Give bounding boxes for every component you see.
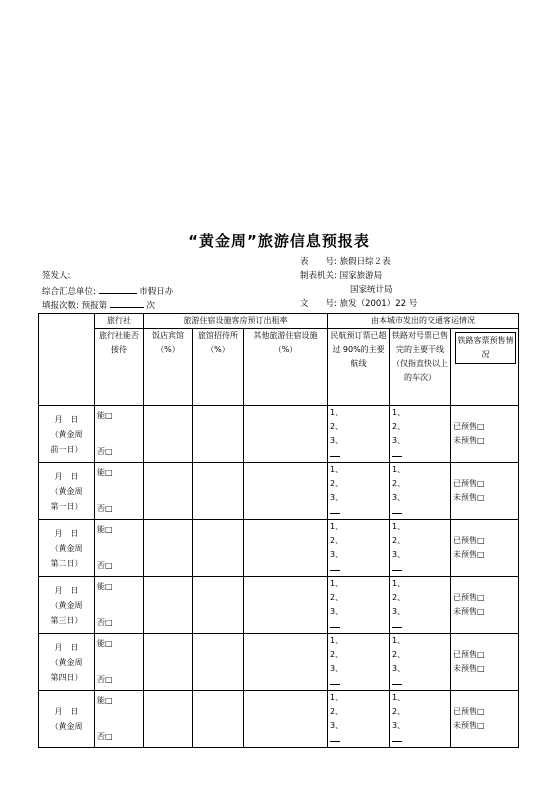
unit-line bbox=[42, 284, 173, 298]
hotel-cell[interactable] bbox=[144, 634, 193, 691]
day-line-3: 第四日） bbox=[50, 672, 83, 682]
subheader-guesthouse: 旅馆招待所（%） bbox=[193, 329, 244, 406]
table-row bbox=[39, 463, 519, 520]
page-title: “黄金周”旅游信息预报表 bbox=[188, 232, 370, 250]
subheader-row bbox=[39, 329, 519, 406]
list-item: 3、 bbox=[392, 721, 406, 730]
not-presold-checkbox[interactable]: 未预售□ bbox=[453, 436, 485, 445]
not-presold-checkbox[interactable]: 未预售□ bbox=[453, 721, 485, 730]
guesthouse-cell[interactable] bbox=[193, 520, 244, 577]
list-item: 1、 bbox=[330, 522, 344, 531]
table-row bbox=[39, 406, 519, 463]
list-item: 2、 bbox=[392, 650, 406, 659]
unit-suffix: 市假日办 bbox=[139, 287, 174, 297]
list-item: 1、 bbox=[392, 522, 406, 531]
corner-cell bbox=[39, 314, 95, 406]
blank-line bbox=[330, 505, 387, 519]
other-cell[interactable] bbox=[244, 463, 328, 520]
air-cell[interactable] bbox=[328, 634, 390, 691]
other-cell[interactable] bbox=[244, 634, 328, 691]
list-item: 2、 bbox=[330, 536, 344, 545]
guesthouse-cell[interactable] bbox=[193, 691, 244, 748]
blank-line bbox=[330, 676, 387, 690]
list-item: 2、 bbox=[330, 650, 344, 659]
air-cell[interactable] bbox=[328, 577, 390, 634]
agency-cell bbox=[95, 463, 144, 520]
hotel-cell[interactable] bbox=[144, 520, 193, 577]
report-suffix: 次 bbox=[146, 301, 155, 311]
can-checkbox[interactable]: 能□ bbox=[97, 696, 113, 705]
header-agency: 旅行社 bbox=[95, 314, 144, 329]
list-item: 1、 bbox=[392, 465, 406, 474]
subheader-air: 民航预订票已超过 90%的主要航线 bbox=[328, 329, 390, 406]
list-item: 2、 bbox=[330, 422, 344, 431]
blank-line bbox=[330, 448, 387, 462]
hotel-cell[interactable] bbox=[144, 406, 193, 463]
unit-blank[interactable] bbox=[99, 284, 137, 294]
table-body bbox=[39, 406, 519, 748]
can-checkbox[interactable]: 能□ bbox=[97, 411, 113, 420]
rail-cell[interactable] bbox=[390, 406, 451, 463]
cannot-checkbox[interactable]: 否□ bbox=[97, 447, 113, 456]
day-line-3: 前一日） bbox=[50, 444, 83, 454]
day-line-1: 月 日 bbox=[54, 707, 79, 716]
list-item: 2、 bbox=[392, 479, 406, 488]
cannot-checkbox[interactable]: 否□ bbox=[97, 618, 113, 627]
guesthouse-cell[interactable] bbox=[193, 463, 244, 520]
report-line bbox=[42, 298, 155, 312]
other-cell[interactable] bbox=[244, 406, 328, 463]
blank-line bbox=[392, 619, 448, 633]
hotel-cell[interactable] bbox=[144, 577, 193, 634]
list-item: 3、 bbox=[330, 550, 344, 559]
day-line-3: 第三日） bbox=[50, 615, 83, 625]
list-item: 3、 bbox=[392, 664, 406, 673]
list-item: 1、 bbox=[330, 465, 344, 474]
can-checkbox[interactable]: 能□ bbox=[97, 525, 113, 534]
agency-cell bbox=[95, 406, 144, 463]
list-item: 2、 bbox=[330, 593, 344, 602]
doc-number-label: 文 号: bbox=[300, 299, 337, 309]
day-line-1: 月 日 bbox=[54, 471, 79, 481]
blank-line bbox=[392, 448, 448, 462]
other-cell[interactable] bbox=[244, 691, 328, 748]
list-item: 3、 bbox=[330, 607, 344, 616]
blank-line bbox=[392, 562, 448, 576]
form-number-value: 旅假日综２表 bbox=[339, 257, 391, 267]
rail-cell[interactable] bbox=[390, 577, 451, 634]
header-transport: 由本城市发出的交通客运情况 bbox=[328, 314, 519, 329]
presold-checkbox[interactable]: 已预售□ bbox=[453, 422, 485, 431]
report-blank[interactable] bbox=[110, 298, 144, 308]
list-item: 1、 bbox=[330, 408, 344, 417]
day-line-3: 第一日） bbox=[50, 501, 83, 511]
subheader-agency: 旅行社能否接待 bbox=[95, 329, 144, 406]
presale-cell bbox=[451, 406, 519, 463]
hotel-cell[interactable] bbox=[144, 463, 193, 520]
agency-cell bbox=[95, 634, 144, 691]
subheader-rail-presale: 铁路客票预售情况 bbox=[455, 332, 516, 364]
list-item: 2、 bbox=[392, 593, 406, 602]
day-line-1: 月 日 bbox=[54, 414, 79, 424]
hotel-cell[interactable] bbox=[144, 691, 193, 748]
list-item: 3、 bbox=[392, 550, 406, 559]
presold-checkbox[interactable]: 已预售□ bbox=[453, 593, 485, 602]
cannot-checkbox[interactable]: 否□ bbox=[97, 732, 113, 741]
list-item: 2、 bbox=[392, 422, 406, 431]
not-presold-checkbox[interactable]: 未预售□ bbox=[453, 493, 485, 502]
list-item: 1、 bbox=[392, 408, 406, 417]
not-presold-checkbox[interactable]: 未预售□ bbox=[453, 664, 485, 673]
presale-cell bbox=[451, 634, 519, 691]
form-number-line bbox=[300, 256, 391, 268]
doc-number-value: 旅发（2001）22 号 bbox=[339, 299, 418, 309]
doc-number-line bbox=[300, 298, 417, 310]
presale-cell bbox=[451, 463, 519, 520]
report-label: 填报次数: 预报第 bbox=[42, 301, 108, 311]
table-row bbox=[39, 577, 519, 634]
presold-checkbox[interactable]: 已预售□ bbox=[453, 650, 485, 659]
office-label: 制表机关: bbox=[300, 271, 337, 281]
other-cell[interactable] bbox=[244, 577, 328, 634]
blank-line bbox=[392, 505, 448, 519]
can-checkbox[interactable]: 能□ bbox=[97, 468, 113, 477]
air-cell[interactable] bbox=[328, 691, 390, 748]
subheader-rail: 铁路对号票已售完的主要干线（仅指直快以上的车次） bbox=[390, 329, 451, 406]
rail-cell[interactable] bbox=[390, 463, 451, 520]
other-cell[interactable] bbox=[244, 520, 328, 577]
day-line-1: 月 日 bbox=[54, 642, 79, 652]
day-line-3: 第二日） bbox=[50, 558, 83, 568]
cannot-checkbox[interactable]: 否□ bbox=[97, 675, 113, 684]
day-line-2: （黄金周 bbox=[50, 429, 83, 439]
day-line-2: （黄金周 bbox=[50, 543, 83, 553]
list-item: 1、 bbox=[330, 579, 344, 588]
agency-cell bbox=[95, 577, 144, 634]
list-item: 3、 bbox=[392, 607, 406, 616]
list-item: 1、 bbox=[392, 636, 406, 645]
list-item: 1、 bbox=[330, 636, 344, 645]
rail-cell[interactable] bbox=[390, 634, 451, 691]
blank-line bbox=[330, 619, 387, 633]
presold-checkbox[interactable]: 已预售□ bbox=[453, 707, 485, 716]
table-row bbox=[39, 520, 519, 577]
guesthouse-cell[interactable] bbox=[193, 577, 244, 634]
blank-line bbox=[392, 733, 448, 747]
blank-line bbox=[330, 562, 387, 576]
day-line-2: （黄金周 bbox=[50, 657, 83, 667]
air-cell[interactable] bbox=[328, 463, 390, 520]
list-item: 2、 bbox=[330, 479, 344, 488]
can-checkbox[interactable]: 能□ bbox=[97, 639, 113, 648]
office-value-1: 国家旅游局 bbox=[339, 271, 383, 281]
presale-cell bbox=[451, 520, 519, 577]
presold-checkbox[interactable]: 已预售□ bbox=[453, 479, 485, 488]
day-cell bbox=[39, 520, 95, 577]
subheader-rail-presale-cell bbox=[451, 329, 519, 406]
day-cell bbox=[39, 463, 95, 520]
day-cell bbox=[39, 691, 95, 748]
list-item: 1、 bbox=[392, 579, 406, 588]
list-item: 2、 bbox=[330, 707, 344, 716]
day-line-1: 月 日 bbox=[54, 528, 79, 538]
list-item: 3、 bbox=[392, 436, 406, 445]
guesthouse-cell[interactable] bbox=[193, 634, 244, 691]
list-item: 3、 bbox=[330, 664, 344, 673]
office-line bbox=[300, 270, 382, 282]
day-cell bbox=[39, 577, 95, 634]
form-number-label: 表 号: bbox=[300, 257, 337, 267]
presale-cell bbox=[451, 577, 519, 634]
list-item: 3、 bbox=[330, 493, 344, 502]
day-line-2: （黄金周 bbox=[50, 722, 83, 731]
presale-cell bbox=[451, 691, 519, 748]
list-item: 3、 bbox=[392, 493, 406, 502]
guesthouse-cell[interactable] bbox=[193, 406, 244, 463]
list-item: 1、 bbox=[392, 693, 406, 702]
subheader-other: 其他旅游住宿设施（%） bbox=[244, 329, 328, 406]
not-presold-checkbox[interactable]: 未预售□ bbox=[453, 550, 485, 559]
header-lodging: 旅游住宿设施客房预订出租率 bbox=[144, 314, 328, 329]
table-row bbox=[39, 634, 519, 691]
table-row bbox=[39, 691, 519, 748]
forecast-table bbox=[38, 313, 519, 748]
unit-label: 综合汇总单位: bbox=[42, 287, 96, 297]
day-line-2: （黄金周 bbox=[50, 486, 83, 496]
blank-line bbox=[392, 676, 448, 690]
list-item: 2、 bbox=[392, 707, 406, 716]
subheader-hotel: 饭店宾馆（%） bbox=[144, 329, 193, 406]
air-cell[interactable] bbox=[328, 406, 390, 463]
air-cell[interactable] bbox=[328, 520, 390, 577]
presold-checkbox[interactable]: 已预售□ bbox=[453, 536, 485, 545]
list-item: 3、 bbox=[330, 436, 344, 445]
issuer-label: 签发人: bbox=[42, 271, 71, 281]
cannot-checkbox[interactable]: 否□ bbox=[97, 504, 113, 513]
agency-cell bbox=[95, 520, 144, 577]
blank-line bbox=[330, 733, 387, 747]
agency-cell bbox=[95, 691, 144, 748]
not-presold-checkbox[interactable]: 未预售□ bbox=[453, 607, 485, 616]
office-value-2: 国家统计局 bbox=[350, 285, 393, 295]
day-cell bbox=[39, 406, 95, 463]
rail-cell[interactable] bbox=[390, 520, 451, 577]
day-line-2: （黄金周 bbox=[50, 600, 83, 610]
list-item: 3、 bbox=[330, 721, 344, 730]
day-cell bbox=[39, 634, 95, 691]
rail-cell[interactable] bbox=[390, 691, 451, 748]
day-line-1: 月 日 bbox=[54, 585, 79, 595]
header-row bbox=[39, 314, 519, 329]
list-item: 2、 bbox=[392, 536, 406, 545]
can-checkbox[interactable]: 能□ bbox=[97, 582, 113, 591]
cannot-checkbox[interactable]: 否□ bbox=[97, 561, 113, 570]
list-item: 1、 bbox=[330, 693, 344, 702]
